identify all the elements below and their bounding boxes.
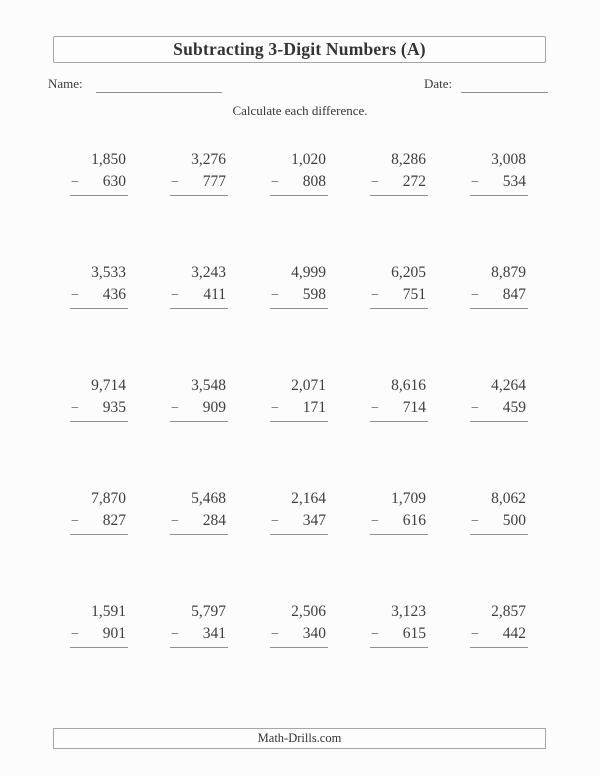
minus-operator: − (171, 514, 179, 529)
meta-row (0, 76, 600, 96)
minus-operator: − (271, 401, 279, 416)
problems-grid (28, 150, 528, 715)
subtrahend: 901 (102, 625, 126, 642)
subtrahend-row (470, 511, 528, 535)
subtrahend-row (270, 398, 328, 422)
problem (228, 602, 328, 715)
minuend: 8,879 (491, 264, 526, 281)
subtrahend-row (370, 624, 428, 648)
subtrahend-row (170, 398, 228, 422)
subtrahend: 935 (102, 399, 126, 416)
minus-operator: − (171, 627, 179, 642)
subtrahend: 411 (203, 286, 226, 303)
subtrahend: 341 (202, 625, 226, 642)
subtrahend: 347 (302, 512, 326, 529)
subtrahend-row (370, 398, 428, 422)
subtrahend-row (70, 172, 128, 196)
date-blank-line (461, 92, 548, 93)
minuend: 1,020 (291, 151, 326, 168)
subtrahend: 598 (302, 286, 326, 303)
minuend: 1,591 (91, 603, 126, 620)
subtrahend: 630 (102, 173, 126, 190)
subtrahend: 777 (202, 173, 226, 190)
problem (128, 376, 228, 489)
subtrahend: 827 (102, 512, 126, 529)
minuend: 9,714 (91, 377, 126, 394)
problem (228, 489, 328, 602)
subtrahend-row (70, 285, 128, 309)
minuend: 1,709 (391, 490, 426, 507)
minus-operator: − (471, 627, 479, 642)
minus-operator: − (71, 514, 79, 529)
problem (128, 489, 228, 602)
subtrahend: 808 (302, 173, 326, 190)
page-title: Subtracting 3-Digit Numbers (A) (173, 39, 426, 59)
minus-operator: − (371, 401, 379, 416)
minuend: 3,548 (191, 377, 226, 394)
minus-operator: − (471, 514, 479, 529)
minus-operator: − (71, 627, 79, 642)
subtrahend: 714 (402, 399, 426, 416)
minuend: 3,123 (391, 603, 426, 620)
subtrahend: 272 (402, 173, 426, 190)
problem (228, 263, 328, 376)
footer-site-label: Math-Drills.com (257, 731, 342, 745)
minuend: 5,468 (191, 490, 226, 507)
minus-operator: − (271, 627, 279, 642)
instruction-text: Calculate each difference. (232, 103, 368, 118)
problem (28, 263, 128, 376)
subtrahend-row (370, 172, 428, 196)
subtrahend-row (270, 624, 328, 648)
problem (428, 489, 528, 602)
minus-operator: − (271, 175, 279, 190)
problem (228, 376, 328, 489)
subtrahend-row (370, 285, 428, 309)
date-label: Date: (424, 76, 453, 91)
subtrahend-row (470, 624, 528, 648)
problem (28, 376, 128, 489)
subtrahend: 909 (202, 399, 226, 416)
subtrahend: 442 (502, 625, 526, 642)
name-blank-line (96, 92, 222, 93)
minus-operator: − (471, 401, 479, 416)
minus-operator: − (371, 288, 379, 303)
problem (328, 489, 428, 602)
problem (428, 602, 528, 715)
problem (128, 150, 228, 263)
minuend: 7,870 (91, 490, 126, 507)
title-box (53, 36, 546, 63)
subtrahend: 751 (402, 286, 426, 303)
minus-operator: − (371, 175, 379, 190)
subtrahend-row (70, 398, 128, 422)
problem (428, 376, 528, 489)
problem (28, 602, 128, 715)
subtrahend-row (470, 172, 528, 196)
subtrahend-row (270, 511, 328, 535)
minus-operator: − (171, 401, 179, 416)
subtrahend: 500 (502, 512, 526, 529)
minuend: 5,797 (191, 603, 226, 620)
minuend: 3,533 (91, 264, 126, 281)
minus-operator: − (271, 288, 279, 303)
subtrahend-row (170, 172, 228, 196)
subtrahend-row (270, 172, 328, 196)
minuend: 2,071 (291, 377, 326, 394)
subtrahend: 534 (502, 173, 526, 190)
subtrahend-row (170, 624, 228, 648)
problem (428, 263, 528, 376)
problem (28, 150, 128, 263)
minus-operator: − (171, 175, 179, 190)
minuend: 8,616 (391, 377, 426, 394)
subtrahend: 171 (302, 399, 326, 416)
problem (328, 602, 428, 715)
subtrahend: 284 (202, 512, 226, 529)
minuend: 2,506 (291, 603, 326, 620)
minus-operator: − (71, 175, 79, 190)
subtrahend: 459 (502, 399, 526, 416)
minus-operator: − (371, 514, 379, 529)
problem (128, 602, 228, 715)
minuend: 3,008 (491, 151, 526, 168)
subtrahend: 616 (402, 512, 426, 529)
problem (228, 150, 328, 263)
minuend: 4,999 (291, 264, 326, 281)
minuend: 4,264 (491, 377, 526, 394)
minuend: 8,286 (391, 151, 426, 168)
subtrahend-row (270, 285, 328, 309)
subtrahend-row (70, 624, 128, 648)
minuend: 2,857 (491, 603, 526, 620)
minus-operator: − (71, 288, 79, 303)
minuend: 3,243 (191, 264, 226, 281)
minuend: 6,205 (391, 264, 426, 281)
minuend: 1,850 (91, 151, 126, 168)
name-label: Name: (48, 76, 83, 91)
footer-box (53, 728, 546, 749)
subtrahend-row (470, 285, 528, 309)
problem (28, 489, 128, 602)
problem (428, 150, 528, 263)
minus-operator: − (371, 627, 379, 642)
subtrahend: 340 (302, 625, 326, 642)
minuend: 8,062 (491, 490, 526, 507)
problem (128, 263, 228, 376)
subtrahend: 847 (502, 286, 526, 303)
minuend: 2,164 (291, 490, 326, 507)
minus-operator: − (71, 401, 79, 416)
problem (328, 376, 428, 489)
subtrahend-row (170, 511, 228, 535)
problem (328, 150, 428, 263)
subtrahend: 615 (402, 625, 426, 642)
problem (328, 263, 428, 376)
minus-operator: − (471, 175, 479, 190)
minus-operator: − (471, 288, 479, 303)
minus-operator: − (171, 288, 179, 303)
subtrahend-row (370, 511, 428, 535)
minus-operator: − (271, 514, 279, 529)
subtrahend-row (70, 511, 128, 535)
subtrahend: 436 (102, 286, 126, 303)
subtrahend-row (170, 285, 228, 309)
minuend: 3,276 (191, 151, 226, 168)
subtrahend-row (470, 398, 528, 422)
